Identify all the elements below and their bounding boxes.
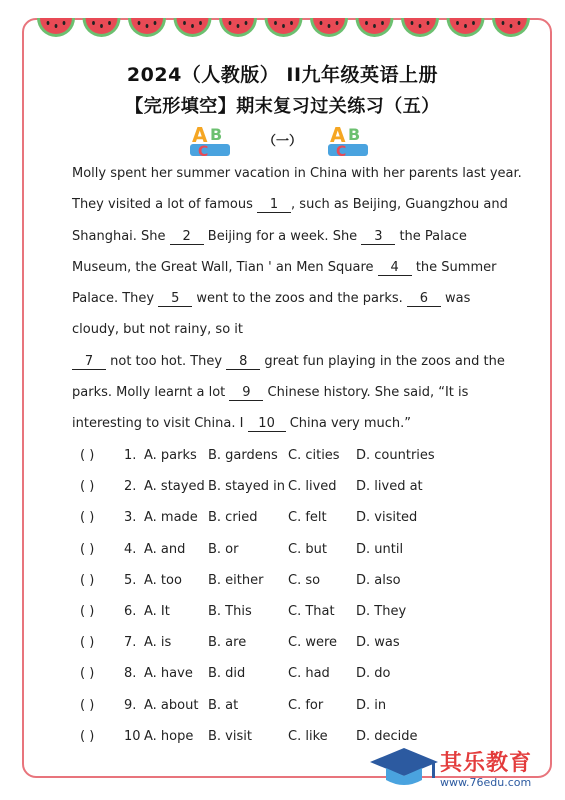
blank-2: 2 [170,229,204,245]
option-c: C. like [288,728,328,744]
svg-text:B: B [210,125,223,144]
option-a: A. hope [144,728,194,744]
option-c: C. lived [288,479,337,495]
option-d: D. until [356,541,404,557]
option-c: C. so [288,572,321,588]
svg-text:C: C [336,144,347,160]
question-number: 9. [124,697,137,713]
watermelon-icon [356,18,394,37]
answer-bracket[interactable]: ( ) [80,541,95,557]
option-d: D. was [356,635,400,651]
section-label: （一） [262,134,302,149]
blank-3: 3 [361,229,395,245]
passage-line: interesting to visit China. I 10 China very much.” [72,416,411,431]
blank-10: 10 [248,416,286,432]
svg-text:A: A [192,123,208,147]
passage-line: parks. Molly learnt a lot 9 Chinese history. She said, “It is [72,385,469,400]
watermelon-icon [492,18,530,37]
option-b: B. visit [208,728,252,744]
watermelon-icon [265,18,303,37]
option-b: B. cried [208,510,258,526]
option-b: B. either [208,572,264,588]
option-a: A. parks [144,448,197,463]
answer-bracket[interactable]: ( ) [80,448,95,463]
option-d: D. in [356,697,387,713]
blank-8: 8 [226,354,260,370]
worksheet-title: 2024（人教版） ⅠⅠ九年级英语上册 [126,64,439,86]
question-number: 1. [124,448,137,463]
blank-1: 1 [257,197,291,213]
option-b: B. did [208,666,246,682]
option-c: C. but [288,541,327,557]
option-a: A. stayed [144,479,205,495]
question-number: 7. [124,635,137,651]
option-b: B. are [208,635,247,651]
option-d: D. also [356,572,401,588]
option-c: C. felt [288,510,327,526]
passage-line: They visited a lot of famous 1 , such as Beijing, Guangzhou and [72,197,508,212]
answer-bracket[interactable]: ( ) [80,604,95,619]
option-d: D. countries [356,448,435,463]
option-b: B. stayed in [208,479,285,495]
option-d: D. visited [356,510,418,526]
answer-bracket[interactable]: ( ) [80,728,95,744]
blank-5: 5 [158,291,192,307]
watermelon-icon [219,18,257,37]
passage-line: cloudy, but not rainy, so it [72,322,243,337]
question-number: 6. [124,604,137,619]
blank-4: 4 [378,260,412,276]
passage-line: Museum, the Great Wall, Tian ' an Men Square 4 the Summer [72,260,497,275]
option-b: B. gardens [208,448,278,463]
option-c: C. cities [288,448,340,463]
option-c: C. for [288,697,324,713]
worksheet-subtitle: 【完形填空】期末复习过关练习（五） [125,96,440,117]
option-a: A. and [144,541,186,557]
watermelon-icon [447,18,485,37]
answer-bracket[interactable]: ( ) [80,479,95,495]
answer-bracket[interactable]: ( ) [80,666,95,682]
question-number: 2. [124,479,137,495]
blank-6: 6 [407,291,441,307]
question-number: 8. [124,666,137,682]
svg-text:C: C [198,144,209,160]
watermelon-icon [128,18,166,37]
passage-line: 7 not too hot. They 8 great fun playing in the zoos and the [72,354,505,370]
passage-line: Molly spent her summer vacation in China with her parents last year. [72,166,522,181]
option-a: A. about [144,697,199,713]
option-a: A. too [144,572,182,588]
blank-9: 9 [229,385,263,401]
watermelon-icon [83,18,121,37]
svg-text:B: B [348,125,361,144]
option-d: D. do [356,666,391,682]
option-b: B. or [208,541,239,557]
option-c: C. That [288,604,335,619]
watermelon-icon [174,18,212,37]
question-number: 10 [124,728,141,744]
watermelon-icon [401,18,439,37]
answer-bracket[interactable]: ( ) [80,510,95,526]
option-d: D. lived at [356,479,423,495]
option-a: A. It [144,604,170,619]
blank-7: 7 [72,354,106,370]
option-b: B. at [208,697,239,713]
watermelon-border [34,14,534,44]
question-number: 3. [124,510,137,526]
passage-line: Palace. They 5 went to the zoos and the parks. 6 was [72,291,471,306]
svg-text:A: A [330,123,346,147]
passage-line: Shanghai. She 2 Beijing for a week. She 3 the Palace [72,229,467,244]
question-number: 5. [124,572,137,588]
option-c: C. had [288,666,330,682]
option-a: A. have [144,666,193,682]
watermelon-icon [37,18,75,37]
option-c: C. were [288,635,338,651]
question-number: 4. [124,541,137,557]
watermark-name: 其乐教育 [440,751,533,776]
watermark-url: www.76edu.com [440,776,532,789]
answer-bracket[interactable]: ( ) [80,635,95,651]
option-a: A. is [144,635,172,651]
option-a: A. made [144,510,198,526]
answer-bracket[interactable]: ( ) [80,697,95,713]
option-d: D. They [356,604,407,619]
abc-blocks-icon [326,118,372,160]
answer-bracket[interactable]: ( ) [80,572,95,588]
watermelon-icon [310,18,348,37]
option-b: B. This [208,604,252,619]
option-d: D. decide [356,728,418,744]
